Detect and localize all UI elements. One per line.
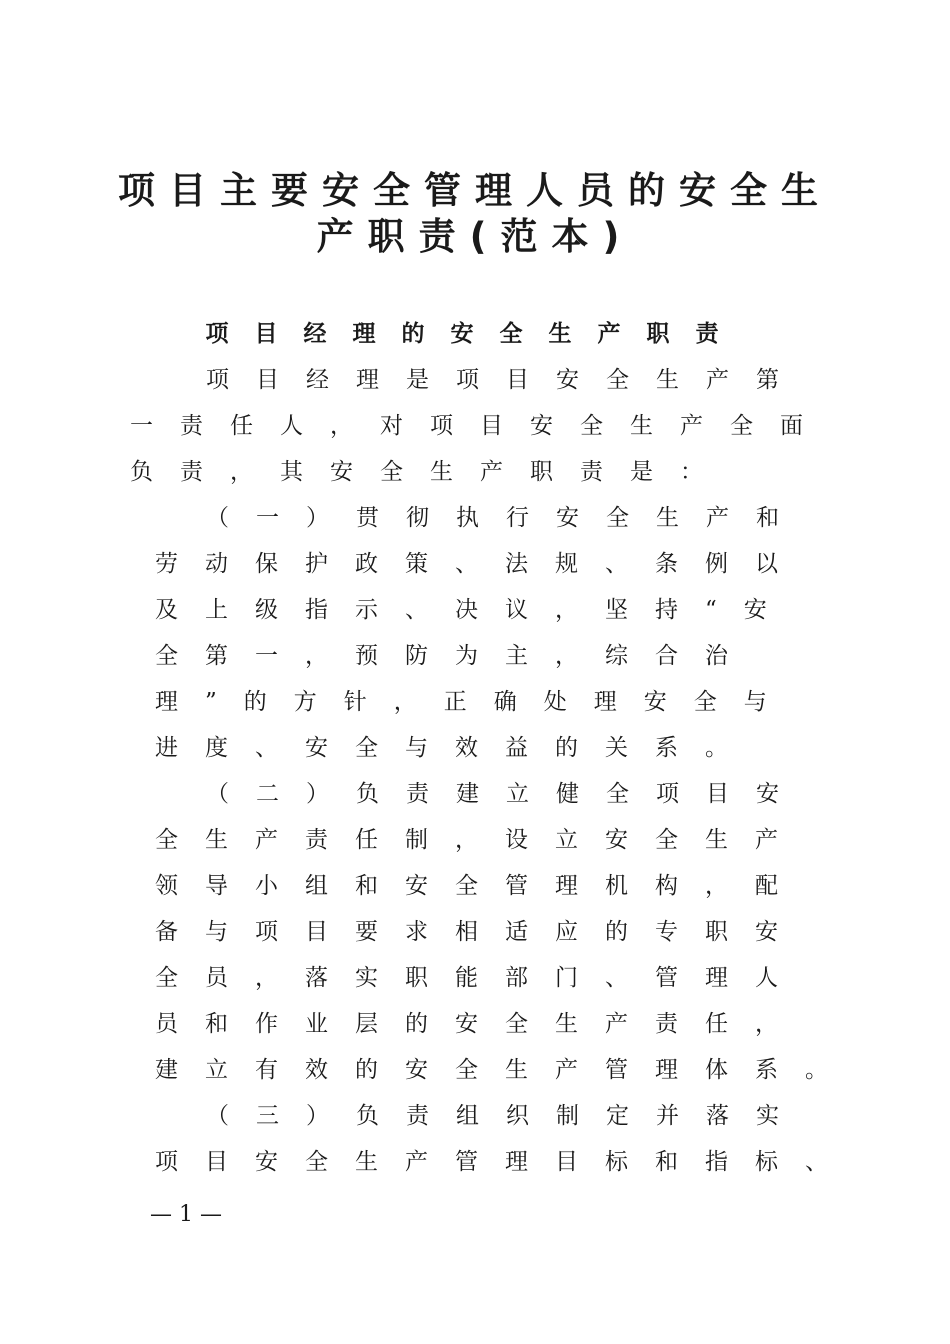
body-line-4: （一）贯彻执行安全生产和 [206, 505, 806, 531]
body-line-1: 项目经理是项目安全生产第 [206, 367, 806, 393]
body-line-6: 及上级指示、决议，坚持“安 [155, 597, 794, 623]
body-line-2: 一责任人，对项目安全生产全面 [130, 413, 830, 439]
body-line-12: 领导小组和安全管理机构，配 [155, 873, 805, 899]
document-title-line-2: 产职责(范本) [316, 215, 634, 258]
body-line-3: 负责，其安全生产职责是： [130, 459, 730, 485]
body-line-8: 理”的方针，正确处理安全与 [155, 689, 794, 715]
page-number: — 1 — [150, 1202, 222, 1227]
body-line-10: （二）负责建立健全项目安 [206, 781, 806, 807]
document-title-line-1: 项目主要安全管理人员的安全生 [118, 169, 832, 212]
body-line-13: 备与项目要求相适应的专职安 [155, 919, 805, 945]
body-line-9: 进度、安全与效益的关系。 [155, 735, 755, 761]
section-heading: 项目经理的安全生产职责 [205, 321, 745, 347]
body-line-5: 劳动保护政策、法规、条例以 [155, 551, 805, 577]
body-line-14: 全员，落实职能部门、管理人 [155, 965, 805, 991]
body-line-17: （三）负责组织制定并落实 [206, 1103, 806, 1129]
body-line-15: 员和作业层的安全生产责任， [155, 1011, 805, 1037]
body-line-16: 建立有效的安全生产管理体系。 [155, 1057, 855, 1083]
body-line-18: 项目安全生产管理目标和指标、 [155, 1149, 855, 1175]
body-line-7: 全第一，预防为主，综合治 [155, 643, 755, 669]
body-line-11: 全生产责任制，设立安全生产 [155, 827, 805, 853]
